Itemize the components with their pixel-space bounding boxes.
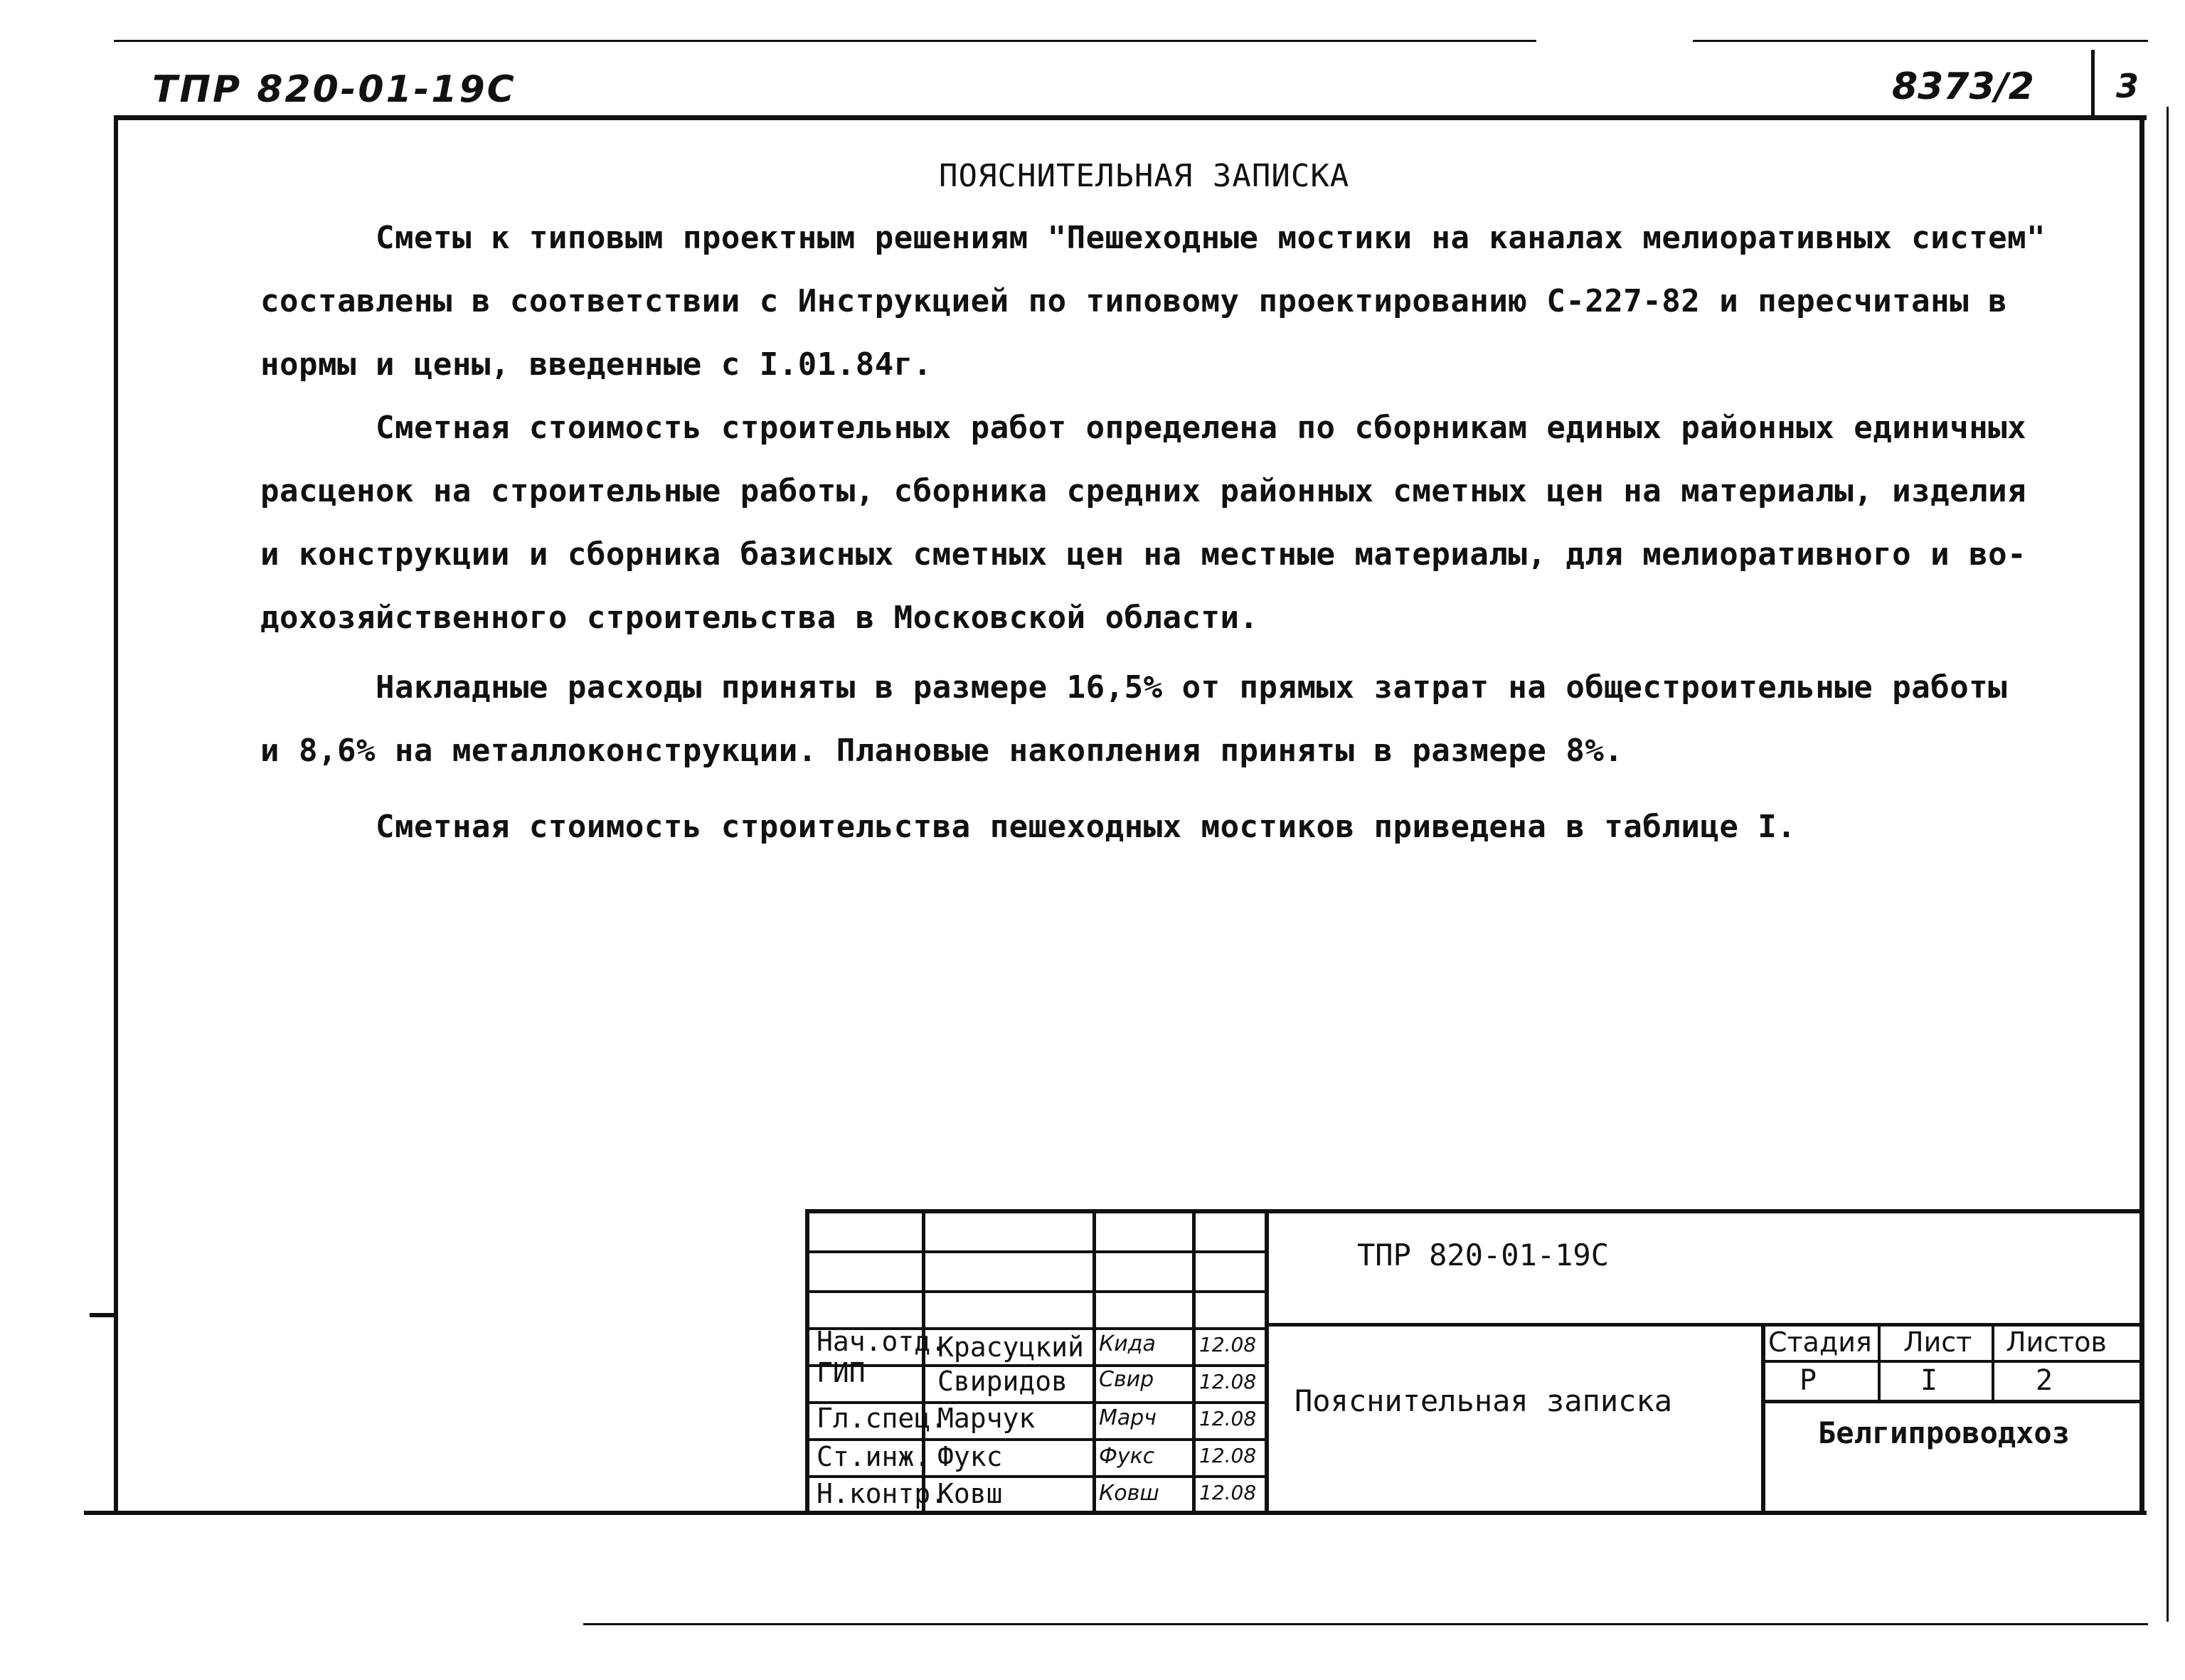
note-line: расценок на строительные работы, сборника средних районных сметных цен на материалы, изделия <box>260 473 2027 509</box>
frame-bottom-border <box>84 1511 2147 1515</box>
signature-date: 12.08 <box>1199 1481 1257 1504</box>
signer-name: Фукс <box>937 1441 1003 1472</box>
sheet-value: I <box>1920 1364 1938 1397</box>
signature-date: 12.08 <box>1199 1444 1257 1467</box>
signer-name: Марчук <box>937 1403 1036 1434</box>
note-line: и 8,6% на металлоконструкции. Плановые накопления приняты в размере 8%. <box>260 733 1624 769</box>
bottom-margin-line <box>583 1623 2148 1625</box>
page-number-box-divider <box>2091 50 2095 117</box>
signature: Свир <box>1099 1367 1154 1392</box>
sheets-value: 2 <box>2036 1364 2053 1397</box>
title-block-doc-code: ТПР 820-01-19С <box>1357 1238 1610 1272</box>
signer-name: Ковш <box>937 1478 1003 1509</box>
stage-value: Р <box>1799 1364 1817 1397</box>
signer-role: Гл.спец. <box>817 1403 947 1434</box>
note-line: и конструкции и сборника базисных сметных цен на местные материалы, для мелиоративного и во- <box>260 536 2027 573</box>
sheets-label: Листов <box>2006 1327 2107 1358</box>
document-code: ТПР 820-01-19С <box>152 68 516 111</box>
stage-label: Стадия <box>1768 1327 1872 1358</box>
signature: Ковш <box>1099 1481 1159 1506</box>
page-number: 3 <box>2116 67 2139 105</box>
signer-role: ГИП <box>817 1357 866 1388</box>
note-line: дохозяйственного строительства в Московской области. <box>260 600 1259 636</box>
archive-number: 8373/2 <box>1892 65 2034 108</box>
sheet-label: Лист <box>1903 1327 1972 1358</box>
left-margin-mark <box>90 1313 118 1317</box>
page-title: ПОЯСНИТЕЛЬНАЯ ЗАПИСКА <box>939 158 1350 194</box>
signer-name: Свиридов <box>937 1366 1068 1397</box>
frame-top-border <box>114 115 2147 120</box>
signature: Кида <box>1099 1331 1156 1356</box>
signer-name: Красуцкий <box>937 1331 1084 1363</box>
signer-role: Ст.инж. <box>817 1441 931 1472</box>
signer-role: Нач.отд. <box>817 1326 947 1357</box>
organization-name: Белгипроводхоз <box>1818 1415 2070 1450</box>
right-margin-line <box>2167 107 2169 1622</box>
signature-date: 12.08 <box>1199 1333 1257 1356</box>
frame-right-border <box>2139 115 2144 1515</box>
note-line: Сметы к типовым проектным решениям "Пешеходные мостики на каналах мелиоративных систем" <box>376 220 2046 256</box>
title-block-doc-title: Пояснительная записка <box>1294 1383 1673 1418</box>
note-line: Сметная стоимость строительных работ определена по сборникам единых районных единичных <box>376 410 2027 446</box>
top-margin-line-right <box>1693 40 2148 42</box>
signer-role: Н.контр. <box>817 1478 947 1509</box>
note-line: составлены в соответствии с Инструкцией по типовому проектированию С-227-82 и пересчитаны в <box>260 283 2008 319</box>
signature-date: 12.08 <box>1199 1407 1257 1430</box>
top-margin-line <box>114 40 1536 42</box>
signature: Марч <box>1099 1405 1157 1430</box>
signature: Фукс <box>1099 1444 1155 1469</box>
frame-left-border <box>114 115 118 1512</box>
note-line: нормы и цены, введенные с I.01.84г. <box>260 346 932 383</box>
note-line: Сметная стоимость строительства пешеходных мостиков приведена в таблице I. <box>376 809 1797 845</box>
note-line: Накладные расходы приняты в размере 16,5% от прямых затрат на общестроительные работы <box>376 669 2008 706</box>
signature-date: 12.08 <box>1199 1370 1257 1393</box>
